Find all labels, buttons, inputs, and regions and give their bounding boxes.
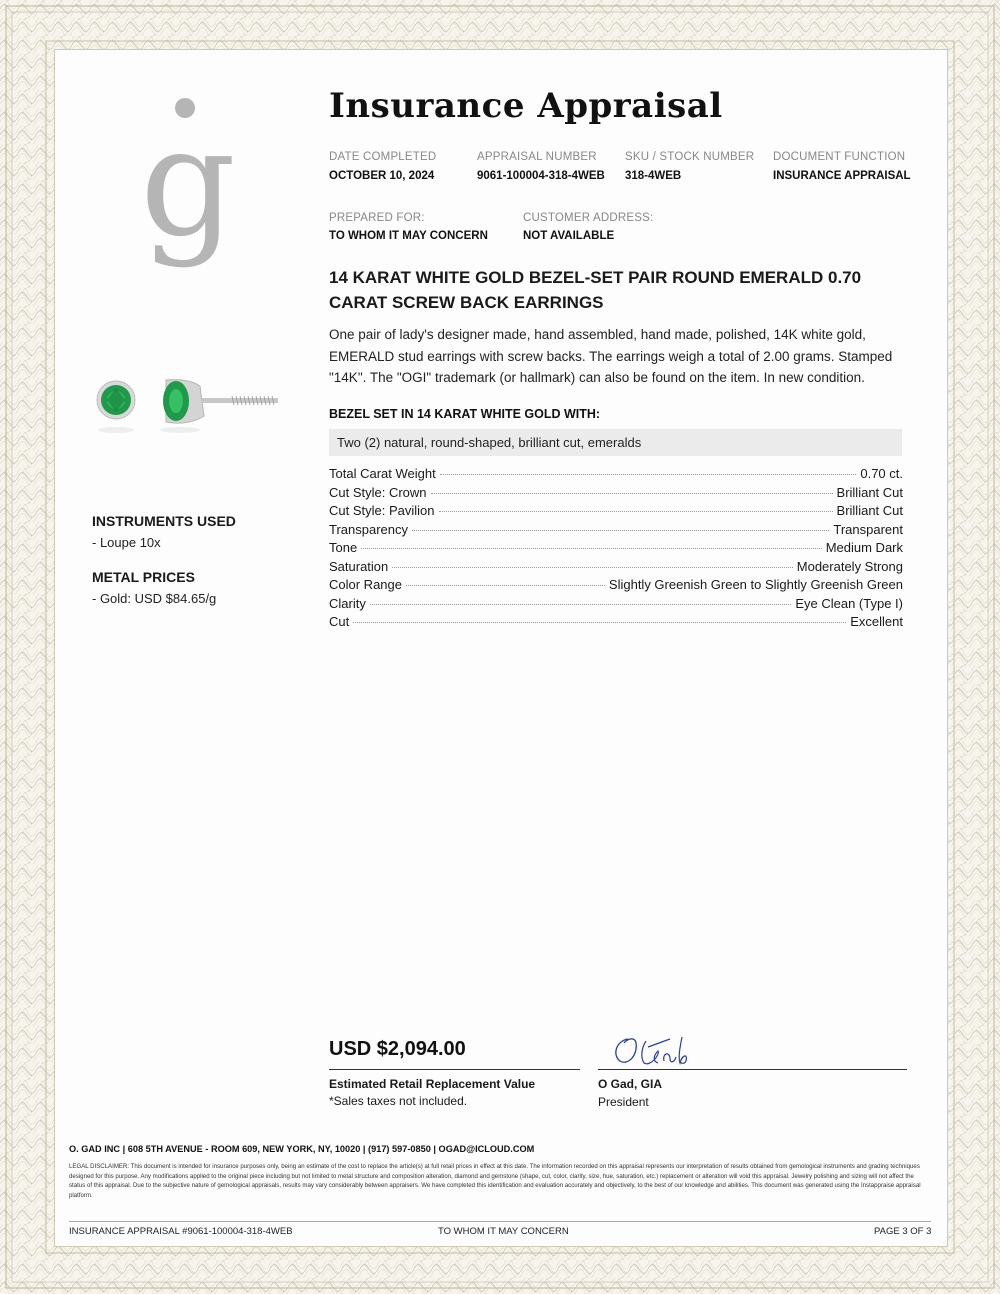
customer-address-label: CUSTOMER ADDRESS: — [523, 212, 654, 224]
item-title: 14 KARAT WHITE GOLD BEZEL-SET PAIR ROUND EMERALD 0.70 CARAT SCREW BACK EARRINGS — [329, 268, 862, 312]
sku-label: SKU / STOCK NUMBER — [625, 151, 755, 163]
sku-value: 318-4WEB — [625, 170, 682, 182]
page-number: PAGE 3 OF 3 — [874, 1226, 932, 1237]
spec-row — [329, 614, 903, 633]
spec-value: Brilliant Cut — [836, 484, 903, 500]
spec-value: Brilliant Cut — [836, 503, 903, 518]
stone-summary-box — [329, 429, 902, 456]
footer-recipient: TO WHOM IT MAY CONCERN — [438, 1226, 569, 1237]
replacement-value: USD $2,094.00 — [329, 1038, 466, 1060]
appraisal-number-value: 9061-100004-318-4WEB — [477, 170, 605, 182]
spec-label: Cut Style: Crown — [329, 484, 427, 500]
earrings-photo — [92, 368, 288, 434]
spec-value: 0.70 ct. — [860, 466, 903, 481]
company-logo — [138, 96, 238, 276]
spec-row — [329, 485, 903, 504]
customer-address-value: NOT AVAILABLE — [523, 230, 615, 242]
spec-row — [329, 596, 903, 615]
stone-summary: Two (2) natural, round-shaped, brilliant cut, emeralds — [337, 435, 642, 450]
instrument-item: - Loupe 10x — [92, 535, 161, 550]
signature — [610, 1033, 700, 1069]
value-divider — [329, 1069, 580, 1070]
spec-value: Eye Clean (Type I) — [795, 595, 903, 611]
spec-label: Transparency — [329, 521, 408, 537]
date-completed-value: OCTOBER 10, 2024 — [329, 170, 435, 182]
footer-divider — [69, 1221, 931, 1222]
spec-label: Cut — [329, 614, 350, 629]
spec-row — [329, 503, 903, 522]
spec-value: Medium Dark — [825, 540, 903, 555]
spec-row — [329, 540, 903, 559]
spec-row — [329, 559, 903, 578]
spec-row — [329, 466, 903, 485]
page-title: Insurance Appraisal — [329, 86, 723, 126]
spec-value: Transparent — [833, 521, 903, 537]
spec-value: Moderately Strong — [796, 558, 903, 574]
spec-label: Color Range — [329, 577, 402, 592]
legal-disclaimer: LEGAL DISCLAIMER: This document is intended for insurance purposes only, being an estimate of the cost to replace the article(s) at full retail prices in effect at this date. The information recorded on this appraisal represents our interpretation of results obtained from gemological instruments and grading techniques designed for this purpose. Any modifications applied to the original piece including but not limited to metal structure and composition alteration, diamond and gemstone (shape, cut, color, clarity, size, hue, saturation, etc.) replacement or alteration will void this appraisal. Jewelry polishing and sizing will not affect the status of this appraisal. Due to the subjective nature of gemological appraisals, results may vary considerably between appraisers. We have completed this identification and evaluation accurately and objectively, to the best of our knowledge and abilities. This document was generated using the Instappraise appraisal platform. — [69, 1163, 921, 1199]
footer-appraisal-ref: INSURANCE APPRAISAL #9061-100004-318-4WEB — [69, 1226, 293, 1237]
replacement-value-label: Estimated Retail Replacement Value — [329, 1077, 536, 1091]
spec-value: Excellent — [850, 614, 903, 629]
instruments-title: INSTRUMENTS USED — [92, 513, 236, 529]
company-info: O. GAD INC | 608 5TH AVENUE - ROOM 609, NEW YORK, NY, 10020 | (917) 597-0850 | OGAD@ICLOUD.COM — [69, 1144, 535, 1154]
setting-title: BEZEL SET IN 14 KARAT WHITE GOLD WITH: — [329, 407, 601, 421]
signature-line — [598, 1069, 907, 1070]
spec-label: Cut Style: Pavilion — [329, 503, 435, 518]
signer-title: President — [598, 1095, 649, 1109]
spec-value: Slightly Greenish Green to Slightly Greenish Green — [608, 577, 903, 592]
prepared-for-label: PREPARED FOR: — [329, 212, 425, 224]
date-completed-label: DATE COMPLETED — [329, 151, 437, 163]
spec-row — [329, 522, 903, 541]
appraisal-number-label: APPRAISAL NUMBER — [477, 151, 597, 163]
spec-table — [329, 466, 903, 633]
tax-note: *Sales taxes not included. — [329, 1094, 468, 1108]
spec-label: Total Carat Weight — [329, 466, 436, 481]
metal-prices-title: METAL PRICES — [92, 569, 195, 585]
spec-label: Saturation — [329, 558, 389, 574]
logo-letter: g — [139, 96, 237, 270]
spec-row — [329, 577, 903, 596]
document-function-value: INSURANCE APPRAISAL — [773, 170, 911, 182]
item-description: One pair of lady's designer made, hand assembled, hand made, polished, 14K white gold, EMERALD stud earrings with screw backs. The earrings weigh a total of 2.00 grams. Stamped "14K". The "OGI" trademark (or hallmark) can also be found on the item. In new condition. — [329, 327, 893, 385]
spec-label: Tone — [329, 540, 358, 555]
spec-label: Clarity — [329, 595, 366, 611]
signer-name: O Gad, GIA — [598, 1077, 663, 1091]
metal-price-item: - Gold: USD $84.65/g — [92, 591, 217, 606]
document-function-label: DOCUMENT FUNCTION — [773, 151, 906, 163]
prepared-for-value: TO WHOM IT MAY CONCERN — [329, 230, 488, 242]
